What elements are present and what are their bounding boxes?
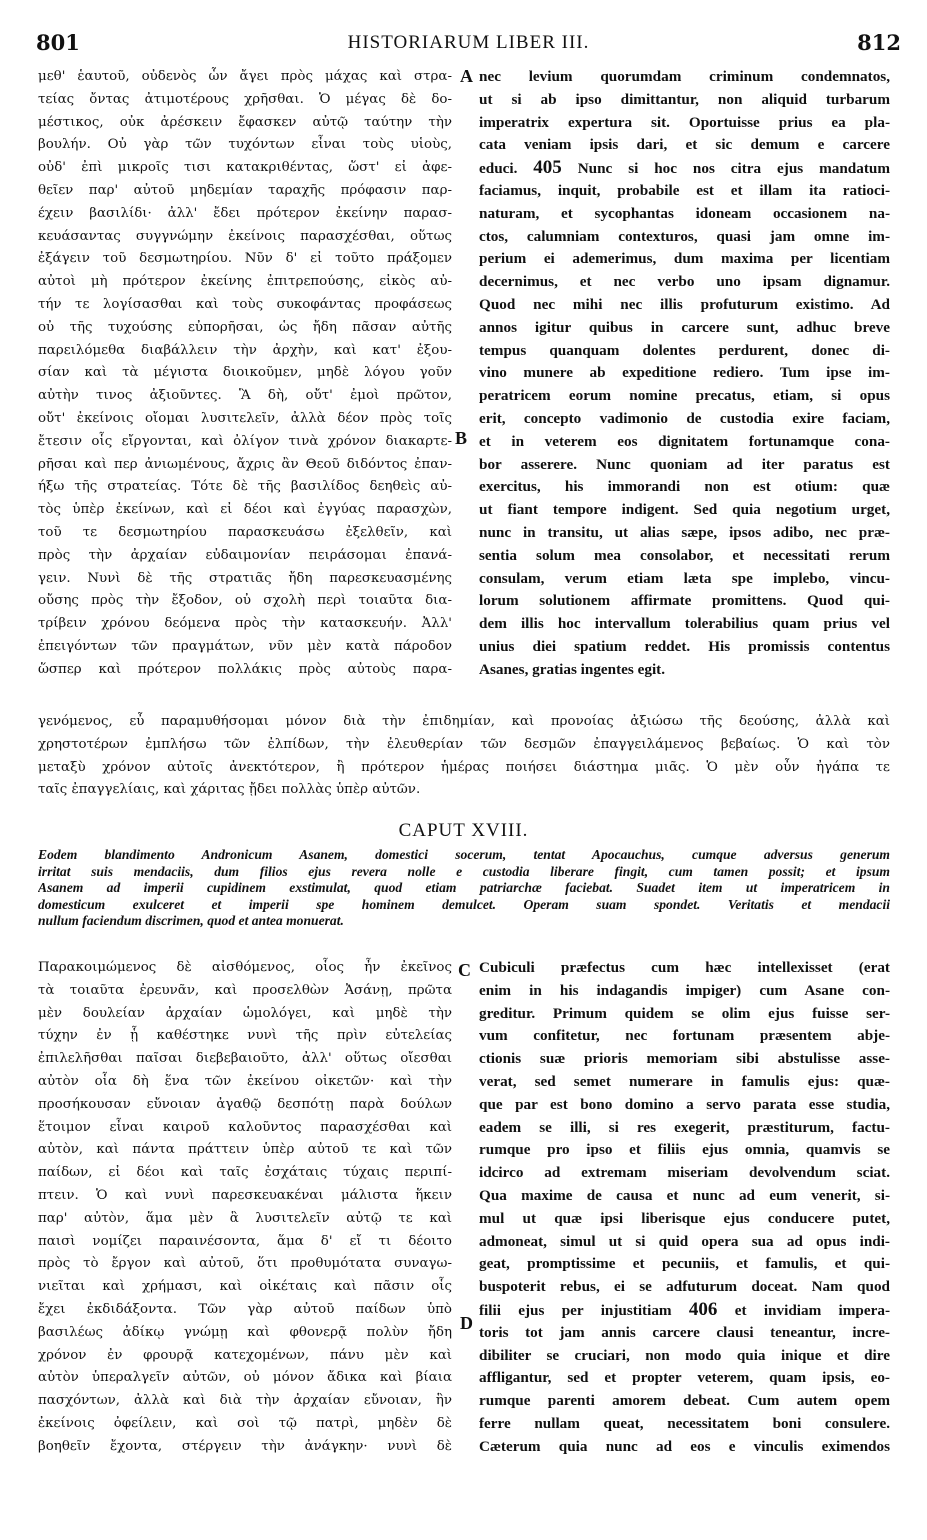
summary-line: nullum faciendum discrimen, quod et antea monuerat. <box>38 913 344 929</box>
latin-text-line: admoneat, simul ut si quid opera sua ad opus indi- <box>479 1232 890 1250</box>
greek-text-line: ταῖς ἐπαγγελίαις, καὶ χάριτας ᾔδει πολλὰς ὑπὲρ αὐτῶν. <box>38 782 421 798</box>
greek-text-line: ὥσπερ καὶ πρότερον πολλάκις πρὸς αὐτοὺς παρα- <box>38 661 452 677</box>
latin-text-line: filii ejus per injustitiam 406 et invidiam impera- <box>479 1298 890 1320</box>
latin-text-line: bor asserere. Nunc quoniam ad iter paratus est <box>479 455 890 473</box>
greek-text-line: οὐ τῆς τυχούσης εὐπορῆσαι, ὡς ἤδη πᾶσαν αὐτῆς <box>38 319 452 335</box>
greek-column-bottom <box>38 957 452 1527</box>
latin-text-line: mul ut quæ ipsi liberisque ejus conducere putet, <box>479 1209 890 1227</box>
greek-text-line: θεῖεν παρ' αὐτοῦ μηδεμίαν ταραχῆς πρόφασιν παρ- <box>38 182 452 198</box>
latin-column-bottom <box>479 957 890 1527</box>
latin-text-line: ut si ab ipso dimittantur, non aliquid turbarum <box>479 90 890 108</box>
greek-text-line: αὐτὴν τινος ἀξιοῦντες. Ἃ δὴ, οὔτ' ἐμοὶ πρῶτον, <box>38 388 452 404</box>
greek-text-line: τὰ τοιαῦτα ἐρευνᾶν, καὶ προσελθὼν Ἀσάνῃ, πρῶτα <box>38 982 452 998</box>
greek-text-line: κευάσαντας συγγνώμην ἐκείνοις παρασχέσθαι, οὕτως <box>38 228 452 244</box>
greek-text-line: ἐπιλελῆσθαι παῖσαι διεβεβαιοῦτο, ἀλλ' οὕτως οἴεσθαι <box>38 1051 452 1067</box>
greek-text-line: γειν. Νυνὶ δὲ τῆς στρατιᾶς ἤδη παρεσκευασμένης <box>38 570 452 586</box>
reference-number: 405 <box>533 157 562 179</box>
latin-text-line: enim in his indagandis impiger) cum Asane con- <box>479 981 890 999</box>
running-header <box>36 30 901 60</box>
greek-text-line: ἐπειγόντων τῶν πραγμάτων, νῦν μὲν κατὰ πάροδον <box>38 638 452 654</box>
greek-text-line: ἔχει ἐκδιδάξοντα. Τῶν γὰρ αὐτοῦ παίδων ὑπὸ <box>38 1301 452 1317</box>
latin-column-top <box>479 66 890 706</box>
latin-text-line: decernimus, et nec verbo uno ipsam dignamur. <box>479 273 890 291</box>
chapter-heading: CAPUT XVIII. <box>398 820 529 841</box>
latin-text-line: educi. 405 Nunc si hoc nos citra ejus mandatum <box>479 157 890 179</box>
latin-text-line: vino munere ab expeditione rediero. Tum ipse im- <box>479 364 890 382</box>
greek-text-line: ἕτοιμον εἶναι καιροῦ καλοῦντος παρασχέσθαι καὶ <box>38 1119 452 1135</box>
latin-text-line: rumque pro ipso et filiis ejus omnia, quamvis se <box>479 1141 890 1159</box>
greek-text-line: παίδων, εἰ δέοι καὶ ταῖς ἐσχάταις τύχαις περιπί- <box>38 1165 452 1181</box>
latin-text-line: et in veterem eos dignitatem fortunamque cona- <box>479 432 890 450</box>
latin-text-line: Asanes, gratias ingentes egit. <box>479 660 666 678</box>
greek-text-line: μεθ' ἑαυτοῦ, οὐδενὸς ὧν ἄγει πρὸς μάχας καὶ στρα- <box>38 69 452 84</box>
greek-text-line: ἐκείνοις ὀφείλειν, καὶ σοὶ τῷ πατρὶ, μηδὲν δὲ <box>38 1415 452 1431</box>
summary-line: irritat suis mendaciis, dum filios ejus revera nolle e custodia liberare fingit, cum tamen possit; et ipsum <box>38 863 890 879</box>
latin-text-line: faciamus, inquit, probabile est et illam ita ratioci- <box>479 181 890 199</box>
greek-column-top <box>38 66 452 686</box>
latin-text-line: ferre nullam queat, necessitatem boni consulere. <box>479 1414 890 1432</box>
greek-text-line: βοηθεῖν ἔχοντα, στέργειν τὴν ἀνάγκην· νυνὶ δὲ <box>38 1438 452 1454</box>
greek-text-line: έχειν βασιλίδι· ἀλλ' ἔδει πρότερον ἐκείνην παρασ- <box>38 205 452 221</box>
page-number-left: 801 <box>36 30 80 55</box>
greek-text-line: μέστικος, οὐκ ἀρέσκειν ἔφασκεν αὐτῷ ταύτην τὴν <box>38 114 452 130</box>
latin-text-line: nunc in transitu, ut alias sæpe, ipsos adibo, nec præ- <box>479 523 890 541</box>
greek-text-line: τείας ὄντας ἀτιμοτέρους χρῆσθαι. Ὁ μέγας δὲ δο- <box>38 91 452 107</box>
latin-text-line: Cæterum quia nunc ad eos e vinculis eximendos <box>479 1437 890 1455</box>
greek-text-line: τύχην ἐν ᾗ καθέστηκε νυνὶ τῆς πρὶν εὐτελείας <box>38 1028 452 1044</box>
latin-text-line: nec levium quorumdam criminum condemnatos, <box>479 68 890 85</box>
margin-mark-a: A <box>460 66 473 86</box>
margin-mark-d: D <box>460 1313 473 1333</box>
margin-mark-c: C <box>458 960 471 980</box>
greek-text-line: τὸς ὑπὲρ ἐκείνων, καὶ εἰ δέοι καὶ ἐγγύας παρασχὼν, <box>38 502 452 518</box>
summary-line: Asanem ad imperii cupidinem exstimulat, quod etiam patriarchæ faciebat. Suadet item ut imperatricem in <box>38 880 890 896</box>
greek-text-line: αὐτὸν οἷα δὴ ἕνα τῶν ἐκείνου οἰκετῶν· καὶ τὴν <box>38 1073 452 1089</box>
reference-number: 406 <box>688 1298 718 1320</box>
latin-text-line: dibiliter se cruciari, non modo quia inique et dire <box>479 1346 890 1364</box>
latin-text-line: peratricem eorum nomine precatus, etiam, si opus <box>479 387 890 405</box>
latin-text-line: idcirco ad extremam miseriam devolvendum sciat. <box>479 1164 890 1182</box>
page-number-right: 812 <box>857 30 901 55</box>
greek-text-line: μεταξὺ χρόνον αὐτοῖς ἀνεκτότερον, ἢ πρότερον ἡμέρας ποιήσει διάστημα μιᾶς. Ὁ μὲν οὖν ἠγάπα τε <box>38 759 890 775</box>
latin-text-line: imperatrix expertura sit. Oportuisse prius ea pla- <box>479 113 890 131</box>
latin-text-line: Quod nec mihi nec illis profuturum existimo. Ad <box>479 295 890 313</box>
greek-text-line: οὐδ' ἐπὶ μικροῖς τισι κατακριθέντας, ὥστ' εἰ ἀφε- <box>38 160 452 176</box>
latin-text-line: affligantur, sed et propter veterem, quam ipsis, eo- <box>479 1369 890 1387</box>
latin-text-line: que par est bono domino a servo parata esse studia, <box>479 1095 890 1113</box>
greek-text-line: ρῆσαι καὶ περ ἀνιωμένους, ἄχρις ἂν Θεοῦ διδόντος ἐπαν- <box>38 456 452 472</box>
running-title: HISTORIARUM LIBER III. <box>347 32 590 53</box>
greek-text-line: τοῦ τε δεσμωτηρίου παρασκευάσω ἐξελθεῖν, καὶ <box>38 524 452 540</box>
summary-line: Eodem blandimento Andronicum Asanem, domestici socerum, tentat Apocauchus, cumque adversus generum <box>38 847 890 862</box>
latin-text-line: lorum solutionem affirmate promittens. Quod qui- <box>479 592 890 610</box>
greek-text-line: βασιλέως ἀδίκῳ γνώμῃ καὶ φθονερᾷ πολὺν ἤδη <box>38 1324 452 1340</box>
latin-text-line: exercitus, his immorandi non est otium: quæ <box>479 478 890 496</box>
summary-line: domesticum exulceret et imperii spe hominem demulcet. Operam suam spondet. Veritatis et mendacii <box>38 896 890 912</box>
latin-text-line: rumque parenti amorem debeat. Cum autem opem <box>479 1392 890 1410</box>
latin-text-line: Cubiculi præfectus cum hæc intellexisset (erat <box>479 959 890 976</box>
greek-text-line: τρίβειν χρόνου δεόμενα πρὸς τὴν κατασκευήν. Ἀλλ' <box>38 616 452 632</box>
latin-text-line: vum confitetur, nec fortunam præsentem abje- <box>479 1027 890 1045</box>
greek-text-line: νιεῖται καὶ χρήμασι, καὶ οἰκέταις καὶ πᾶσιν οἷς <box>38 1279 452 1295</box>
latin-text-line: annos igitur quibus in carcere sunt, adhuc breve <box>479 318 890 336</box>
latin-text-line: eadem se illi, si res exegerit, præstiturum, factu- <box>479 1118 890 1136</box>
greek-text-line: παρειλόμεθα διαβάλλειν τὴν ἀρχὴν, καὶ κατ' ἐξου- <box>38 342 452 358</box>
latin-text-line: unius diei spatium reddet. His promissis contentus <box>479 637 890 655</box>
chapter-summary <box>38 847 890 930</box>
latin-text-line: erit, concepto vadimonio de custodia exire faciam, <box>479 409 890 427</box>
greek-text-line: μὲν δουλείαν ἀρχαίαν ὡμολόγει, καὶ μηδὲ τὴν <box>38 1005 452 1021</box>
greek-text-line: ἐξάγειν τοῦ δεσμωτηρίου. Νῦν δ' εἰ τοῦτο πράξομεν <box>38 251 452 267</box>
latin-text-line: ctos, calumniam contexturos, quasi jam omne im- <box>479 227 890 245</box>
greek-text-line: Παρακοιμώμενος δὲ αἰσθόμενος, οἷος ἦν ἐκεῖνος <box>38 960 452 975</box>
greek-text-line: χρόνον ἐν φρουρᾷ κατεχομένων, πάνυ μὲν καὶ <box>38 1347 452 1363</box>
greek-text-line: παισὶ νομίζει παραινέσοντα, ἅμα δ' εἴ τι δέοιτο <box>38 1233 452 1249</box>
greek-text-line: αὐτὸν, καὶ πάντα πράττειν ὑπὲρ αὐτοῦ τε καὶ τῶν <box>38 1142 452 1158</box>
latin-text-line: sentia solum mea consolabor, et necessitati rerum <box>479 546 890 564</box>
greek-text-line: παρ' αὐτὸν, ἅμα μὲν ἃ λυσιτελεῖν αὐτῷ τε καὶ <box>38 1210 452 1226</box>
latin-text-line: ctionis suæ prioris memoriam sibi abstulisse asse- <box>479 1050 890 1068</box>
latin-text-line: tempus quanquam dolentes perdurent, donec di- <box>479 341 890 359</box>
greek-text-line: οὔσης πρὸς τὴν ἔξοδον, οὐ σχολὴ περὶ τοιαῦτα δια- <box>38 593 452 609</box>
greek-text-line: οὔτ' ἐκείνοις οἴομαι λυσιτελεῖν, ἀλλὰ δέον πρὸς τοῖς <box>38 410 452 426</box>
greek-fullwidth-continuation <box>38 711 890 807</box>
greek-text-line: σίαν καὶ τὰ μέγιστα διοικοῦμεν, μηδὲ λόγου γοῦν <box>38 365 452 381</box>
latin-text-line: naturam, et sycophantas idoneam occasionem na- <box>479 204 890 222</box>
latin-text-line: dem illis hoc intervallum tolerabilius quam prius vel <box>479 615 890 633</box>
greek-text-line: πρὸς τὸ ἔργον καὶ αὐτοῦ, ὅτι προθυμότατα συναγω- <box>38 1256 452 1272</box>
margin-mark-b: B <box>455 428 468 448</box>
greek-text-line: βουλήν. Οὐ γὰρ τῶν τυχόντων εἶναι τοὺς υἱοὺς, <box>38 137 452 153</box>
latin-text-line: Qua maxime de causa et nunc ad eum venerit, si- <box>479 1186 890 1204</box>
greek-text-line: πρὸς τὴν ἀρχαίαν εὐδαιμονίαν πειράσομαι ἐπανά- <box>38 547 452 563</box>
latin-text-line: ut fiant tempore indigent. Sed quia negotium urget, <box>479 501 890 519</box>
latin-text-line: perium ei ademerimus, dum maxima per licentiam <box>479 250 890 268</box>
greek-text-line: αὐτοὶ μὴ πρότερον ἐκείνης ἐπιτρεπούσης, εἰκὸς αὐ- <box>38 274 452 290</box>
greek-text-line: πασχόντων, ἀλλὰ καὶ διὰ τὴν ἀρχαίαν εὔνοιαν, ἣν <box>38 1393 452 1409</box>
latin-text-line: toris tot jam annis carcere clausi teneantur, incre- <box>479 1323 890 1341</box>
latin-text-line: buspoterit rebus, ei se adfuturum doceat. Nam quod <box>479 1278 890 1296</box>
greek-text-line: γενόμενος, εὖ παραμυθήσομαι μόνον διὰ τὴν ἐπιδημίαν, καὶ προνοίας ἀξιώσω τῆς δεούσης, ἀλλὰ καὶ <box>38 714 890 729</box>
latin-text-line: cata veniam ipsis dari, et sic demum e carcere <box>479 136 890 154</box>
latin-text-line: geat, promptissime et pecuniis, et famulis, et qui- <box>479 1255 890 1273</box>
latin-text-line: greditur. Primum quidem se olim ejus fuisse ser- <box>479 1004 890 1022</box>
greek-text-line: αὐτὸν ὑπεραλγεῖν αὐτῶν, οὐ μόνον ἄδικα καὶ βίαια <box>38 1370 452 1386</box>
greek-text-line: προσήκουσαν εὔνοιαν ἀγαθῷ δεσπότῃ παρὰ δούλων <box>38 1096 452 1112</box>
latin-text-line: verat, sed semet numerare in famulis ejus: quæ- <box>479 1072 890 1090</box>
greek-text-line: πτειν. Ὁ καὶ νυνὶ παρεσκευακέναι μάλιστα ἥκειν <box>38 1187 452 1203</box>
greek-text-line: χρηστοτέρων ἐμπλήσω τῶν ἐλπίδων, τὴν ἐλευθερίαν τῶν δεσμῶν ἐπαγγειλάμενος βεβαίως. Ὁ καὶ τὸν <box>38 736 890 752</box>
latin-text-line: consulam, verum etiam læta spe implebo, vincu- <box>479 569 890 587</box>
greek-text-line: τήν τε λογίσασθαι καὶ τοὺς συκοφάντας προφάσεως <box>38 296 452 312</box>
greek-text-line: ήξω τῆς στρατείας. Τότε δὲ τῆς βασιλίδος δεηθεὶς αὐ- <box>38 479 452 495</box>
greek-text-line: ἔτεσιν οἷς εἴργονται, καὶ ὀλίγον τινὰ χρόνον διακαρτε- <box>38 433 452 449</box>
